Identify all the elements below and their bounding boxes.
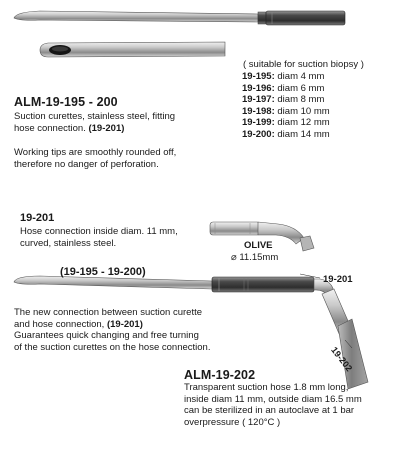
description-text: hose connection. (14, 122, 89, 134)
description-line: can be sterilized in an autoclave at 1 bar (184, 405, 355, 417)
size-item (242, 83, 330, 95)
olive-label: OLIVE (244, 240, 273, 251)
product-description-19202 (184, 382, 362, 428)
size-code: 19-198: (242, 105, 275, 117)
size-diam: diam 4 mm (274, 71, 325, 82)
range-label: (19-195 - 19-200) (60, 266, 146, 278)
description-line: Suction curettes, stainless steel, fitting (14, 111, 176, 122)
size-diam: diam 10 mm (274, 105, 330, 117)
product-title-19201: 19-201 (20, 212, 55, 224)
description-line: Hose connection inside diam. 11 mm, (20, 226, 178, 237)
product-title-19202: ALM-19-202 (184, 368, 256, 382)
description-line (14, 319, 210, 331)
size-code: 19-200: (242, 128, 275, 140)
description-line: curved, stainless steel. (20, 237, 117, 249)
product-description-19201 (20, 226, 178, 249)
product-description-19195 (14, 111, 175, 134)
olive-diameter: ⌀ 11.15mm (231, 252, 279, 263)
size-code: 19-196: (242, 82, 275, 94)
size-diam: diam 8 mm (274, 94, 325, 106)
suction-curette-drawing (14, 11, 345, 25)
description-line: The new connection between suction curette (14, 307, 203, 318)
size-item (242, 129, 330, 141)
note-line: therefore no danger of perforation. (14, 158, 159, 170)
description-line: of the suction curettes on the hose connection. (14, 341, 211, 353)
size-code: 19-195: (242, 71, 275, 82)
description-line (14, 123, 175, 135)
description-text: and hose connection, (14, 318, 107, 330)
product-note-19195 (14, 147, 176, 170)
description-line: overpressure ( 120°C ) (184, 416, 281, 428)
size-code: 19-197: (242, 94, 275, 106)
product-title-19195: ALM-19-195 - 200 (14, 95, 118, 109)
size-diam: diam 12 mm (274, 117, 330, 129)
size-item (242, 117, 330, 129)
label-19202: 19-202 (329, 345, 355, 374)
sizes-header: ( suitable for suction biopsy ) (243, 59, 364, 70)
curette-tip-closeup (40, 42, 225, 57)
product-ref: (19-201) (88, 122, 125, 134)
label-19201: 19-201 (323, 274, 353, 285)
size-list (242, 71, 330, 141)
size-item (242, 106, 330, 118)
size-diam: diam 14 mm (274, 128, 330, 140)
product-ref: (19-201) (106, 318, 143, 330)
description-line: Guarantees quick changing and free turning (14, 330, 199, 342)
size-diam: diam 6 mm (274, 82, 325, 94)
note-line: Working tips are smoothly rounded off, (14, 147, 177, 158)
size-item (242, 71, 330, 83)
size-code: 19-199: (242, 117, 275, 129)
size-item (242, 94, 330, 106)
description-line: inside diam 11 mm, outside diam 16.5 mm (184, 393, 362, 405)
connection-description (14, 307, 210, 353)
description-line: Transparent suction hose 1.8 mm long, (184, 382, 349, 393)
